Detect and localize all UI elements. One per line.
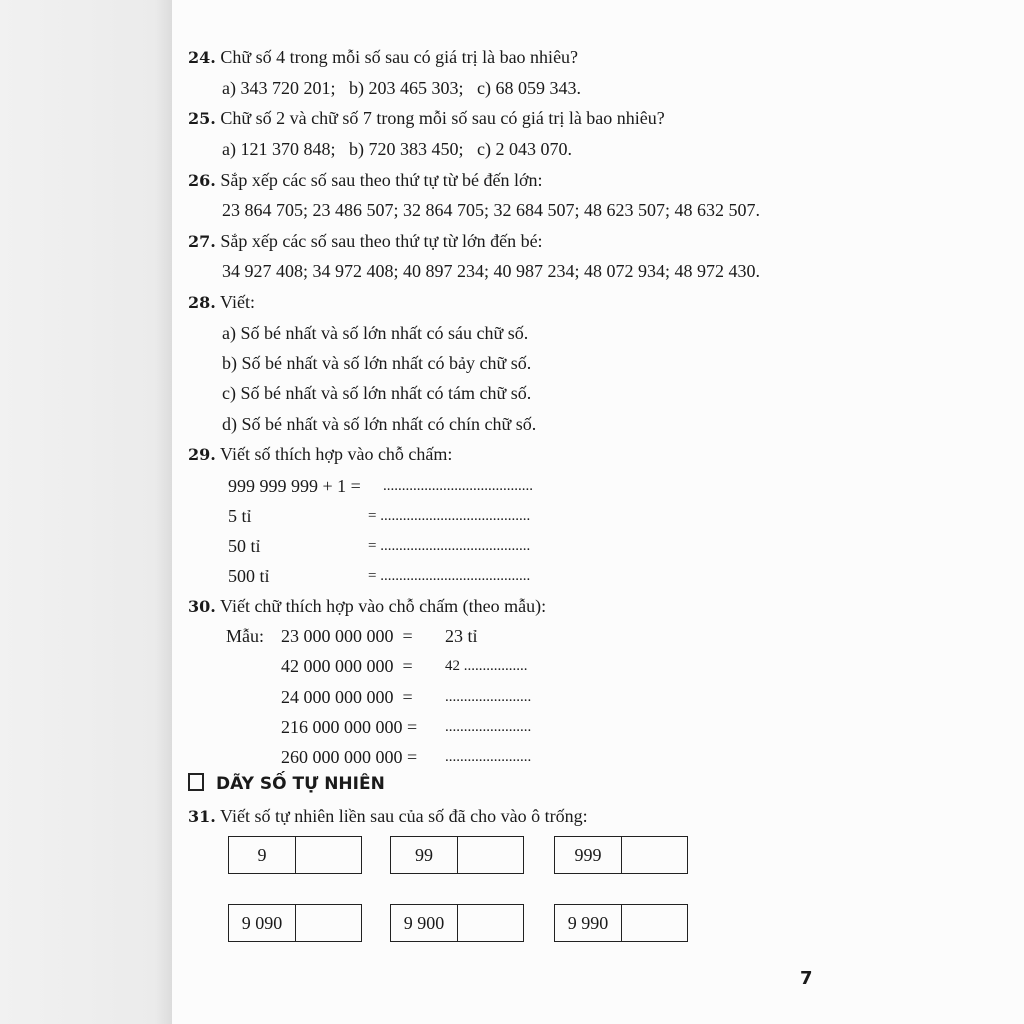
exercise-number: 29. (188, 445, 216, 464)
square-bullet-icon (188, 773, 204, 791)
exercise-number: 31. (188, 807, 216, 826)
row-answer-blank[interactable]: = ........................................ (368, 568, 531, 584)
given-number: 999 (555, 837, 622, 873)
row-answer-blank[interactable]: ....................... (445, 749, 532, 765)
row-left: 5 tỉ (228, 506, 252, 526)
exercise-text: Viết số tự nhiên liền sau của số đã cho vào ô trống: (220, 806, 588, 826)
row-answer-blank[interactable]: ........................................ (383, 478, 533, 494)
given-number: 9 900 (391, 905, 458, 941)
given-number: 99 (391, 837, 458, 873)
exercise-24 (188, 47, 578, 68)
row-answer-blank[interactable]: 42 ................. (445, 658, 528, 674)
exercise-25-line: a) 121 370 848; b) 720 383 450; c) 2 043 070. (222, 139, 572, 159)
row-left: 999 999 999 + 1 = (228, 476, 361, 496)
exercise-27-line: 34 927 408; 34 972 408; 40 897 234; 40 987 234; 48 072 934; 48 972 430. (222, 261, 761, 281)
given-number: 9 (229, 837, 296, 873)
exercise-26-line: 23 864 705; 23 486 507; 32 864 705; 32 684 507; 48 623 507; 48 632 507. (222, 200, 761, 220)
answer-cell[interactable] (622, 905, 687, 941)
row-left: 500 tỉ (228, 566, 270, 586)
row-answer-blank[interactable]: ....................... (445, 719, 532, 735)
exercise-28-item: d) Số bé nhất và số lớn nhất có chín chữ số. (222, 414, 537, 434)
exercise-28-item: b) Số bé nhất và số lớn nhất có bảy chữ số. (222, 353, 532, 373)
exercise-text: Viết số thích hợp vào chỗ chấm: (220, 444, 453, 464)
number-box (228, 904, 362, 942)
row-right: 23 tỉ (445, 626, 478, 646)
exercise-number: 25. (188, 109, 216, 128)
exercise-number: 26. (188, 171, 216, 190)
exercise-text: Sắp xếp các số sau theo thứ tự từ lớn đến bé: (220, 231, 543, 251)
given-number: 9 990 (555, 905, 622, 941)
exercise-28 (188, 292, 255, 313)
number-box (390, 904, 524, 942)
exercise-28-item: c) Số bé nhất và số lớn nhất có tám chữ số. (222, 383, 532, 403)
number-box (554, 836, 688, 874)
exercise-27 (188, 231, 543, 252)
answer-cell[interactable] (296, 837, 361, 873)
answer-cell[interactable] (622, 837, 687, 873)
row-left: 23 000 000 000 = (281, 626, 413, 646)
row-answer-blank[interactable]: = ........................................ (368, 508, 531, 524)
scan-margin (0, 0, 172, 1024)
answer-cell[interactable] (458, 905, 523, 941)
exercise-26 (188, 170, 543, 191)
exercise-30 (188, 596, 546, 617)
exercise-text: Chữ số 2 và chữ số 7 trong mỗi số sau có giá trị là bao nhiêu? (220, 108, 665, 128)
section-heading-text: DÃY SỐ TỰ NHIÊN (216, 774, 385, 794)
sample-label: Mẫu: (226, 626, 264, 646)
exercise-number: 28. (188, 293, 216, 312)
answer-cell[interactable] (296, 905, 361, 941)
exercise-number: 30. (188, 597, 216, 616)
given-number: 9 090 (229, 905, 296, 941)
number-box (554, 904, 688, 942)
exercise-31 (188, 806, 588, 827)
exercise-24-line: a) 343 720 201; b) 203 465 303; c) 68 059 343. (222, 78, 581, 98)
row-answer-blank[interactable]: = ........................................ (368, 538, 531, 554)
row-left: 260 000 000 000 = (281, 747, 418, 767)
exercise-28-item: a) Số bé nhất và số lớn nhất có sáu chữ số. (222, 323, 529, 343)
exercise-text: Viết: (220, 292, 255, 312)
exercise-29 (188, 444, 452, 465)
exercise-text: Viết chữ thích hợp vào chỗ chấm (theo mẫu): (220, 596, 547, 616)
page-number: 7 (800, 968, 813, 989)
exercise-number: 27. (188, 232, 216, 251)
exercise-text: Chữ số 4 trong mỗi số sau có giá trị là bao nhiêu? (220, 47, 579, 67)
exercise-number: 24. (188, 48, 216, 67)
answer-cell[interactable] (458, 837, 523, 873)
row-left: 24 000 000 000 = (281, 687, 413, 707)
number-box (390, 836, 524, 874)
row-answer-blank[interactable]: ....................... (445, 689, 532, 705)
exercise-text: Sắp xếp các số sau theo thứ tự từ bé đến lớn: (220, 170, 543, 190)
number-box (228, 836, 362, 874)
exercise-25 (188, 108, 665, 129)
row-left: 50 tỉ (228, 536, 261, 556)
row-left: 216 000 000 000 = (281, 717, 418, 737)
section-heading (188, 773, 385, 794)
row-left: 42 000 000 000 = (281, 656, 413, 676)
